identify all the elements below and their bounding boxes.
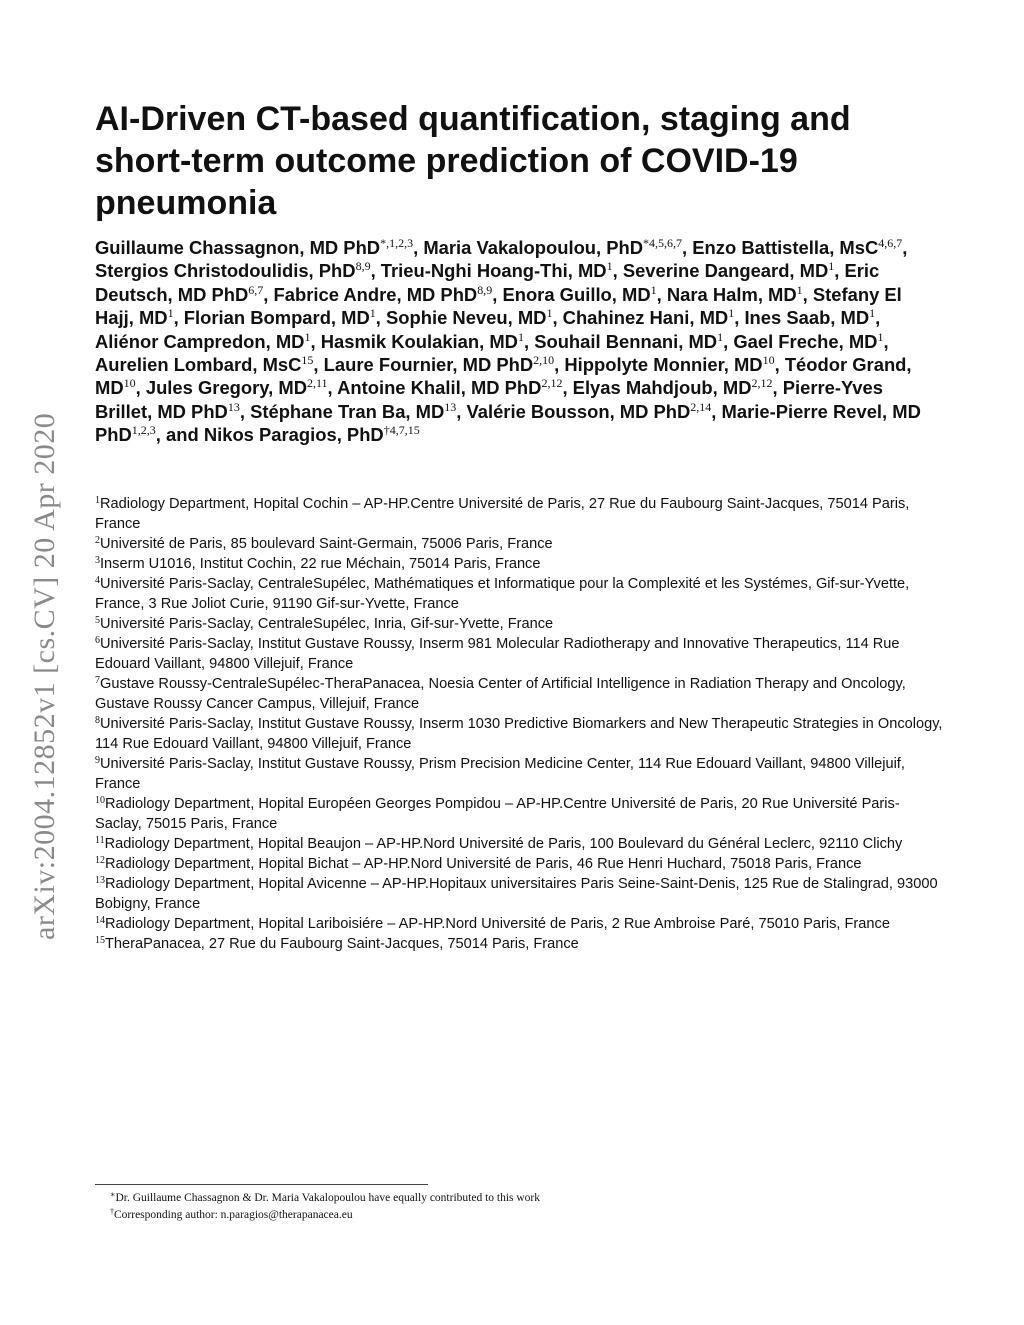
author	[423, 237, 682, 258]
affiliation-number: 2	[95, 535, 100, 546]
affiliation-number: 7	[95, 675, 100, 686]
author-affiliation-marks: 1	[167, 306, 174, 321]
affiliation	[95, 554, 945, 574]
author-affiliation-marks: 2,12	[751, 376, 773, 391]
author	[623, 260, 834, 281]
author-affiliation-marks: 10	[762, 353, 775, 368]
affiliation	[95, 574, 945, 614]
author-affiliation-marks: 1	[546, 306, 553, 321]
author-affiliation-marks: 1	[877, 329, 884, 344]
affiliation	[95, 714, 945, 754]
affiliation	[95, 494, 945, 534]
author-name: Fabrice Andre, MD PhD	[273, 283, 478, 305]
author-name: Chahinez Hani, MD	[562, 307, 729, 329]
footnote	[110, 1207, 910, 1224]
affiliation	[95, 534, 945, 554]
affiliation	[95, 614, 945, 634]
affiliation-number: 11	[95, 835, 105, 846]
author-name: Sophie Neveu, MD	[386, 307, 547, 329]
author-name: Jules Gregory, MD	[145, 377, 307, 399]
affiliation-text: Gustave Roussy-CentraleSupélec-TheraPanacea, Noesia Center of Artificial Intelligence in Radiation Therapy and Oncology, Gustave Roussy Cancer Campus, Villejuif, France	[95, 676, 906, 712]
author-name: Severine Dangeard, MD	[622, 260, 829, 282]
author	[95, 237, 413, 258]
author-name: Stefany El Hajj, MD	[95, 283, 902, 329]
affiliation	[95, 874, 945, 914]
author	[381, 260, 613, 281]
affiliation-text: Université Paris-Saclay, Institut Gustave Roussy, Prism Precision Medicine Center, 114 Rue Edouard Vaillant, 94800 Villejuif, France	[95, 756, 905, 792]
affiliation	[95, 854, 945, 874]
author-name: Hippolyte Monnier, MD	[564, 354, 763, 376]
author-affiliation-marks: 13	[444, 399, 457, 414]
affiliation-text: Radiology Department, Hopital Beaujon – AP-HP.Nord Université de Paris, 100 Boulevard du Général Leclerc, 92110 Clichy	[104, 836, 903, 852]
author-name: Aliénor Campredon, MD	[95, 330, 305, 352]
author-name: Stéphane Tran Ba, MD	[250, 400, 445, 422]
author-affiliation-marks: 1	[796, 282, 803, 297]
author-affiliation-marks: 6,7	[248, 282, 264, 297]
author	[337, 377, 562, 398]
affiliation-number: 5	[95, 615, 100, 626]
affiliation-number: 1	[95, 495, 100, 506]
author	[321, 331, 524, 352]
author-affiliation-marks: 2,11	[306, 376, 328, 391]
author	[744, 307, 875, 328]
affiliation-number: 4	[95, 575, 100, 586]
affiliation-number: 14	[95, 915, 105, 926]
affiliation-text: TheraPanacea, 27 Rue du Faubourg Saint-Jacques, 75014 Paris, France	[105, 936, 579, 952]
author-name: Laure Fournier, MD PhD	[323, 354, 534, 376]
author-affiliation-marks: 15	[301, 353, 314, 368]
affiliation-text: Radiology Department, Hopital Cochin – AP-HP.Centre Université de Paris, 27 Rue du Faubourg Saint-Jacques, 75014 Paris, France	[95, 496, 910, 532]
author-name: Souhail Bennani, MD	[534, 330, 718, 352]
author-affiliation-marks: 8,9	[355, 259, 371, 274]
author-affiliation-marks: 1	[369, 306, 376, 321]
author-affiliation-marks: *4,5,6,7	[643, 236, 683, 250]
author-affiliation-marks: 1,2,3	[131, 423, 156, 438]
author-affiliation-marks: 1	[606, 259, 613, 274]
affiliation-text: Radiology Department, Hopital Avicenne – AP-HP.Hopitaux universitaires Paris Seine-Saint-Denis, 125 Rue de Stalingrad, 93000 Bobigny, France	[95, 876, 938, 912]
affiliation-text: Université Paris-Saclay, Institut Gustave Roussy, Inserm 981 Molecular Radiotherapy and Innovative Therapeutics, 114 Rue Edouard Vaillant, 94800 Villejuif, France	[95, 636, 900, 672]
footnote-divider	[95, 1184, 428, 1185]
author	[250, 401, 456, 422]
author-affiliation-marks: †4,7,15	[383, 423, 420, 438]
author-affiliation-marks: 10	[123, 376, 136, 391]
author	[502, 284, 656, 305]
author-affiliation-marks: 1	[869, 306, 876, 321]
affiliation	[95, 794, 945, 834]
author-name: Valérie Bousson, MD PhD	[466, 400, 691, 422]
author	[564, 354, 774, 375]
author-affiliation-marks: 4,6,7	[878, 236, 903, 250]
author-name: Enzo Battistella, MsC	[692, 237, 879, 258]
affiliation-text: Université de Paris, 85 boulevard Saint-Germain, 75006 Paris, France	[100, 536, 553, 552]
author-name: Guillaume Chassagnon, MD PhD	[95, 237, 381, 258]
footnote-text: Dr. Guillaume Chassagnon & Dr. Maria Vakalopoulou have equally contributed to this work	[115, 1192, 541, 1204]
arxiv-identifier: arXiv:2004.12852v1 [cs.CV] 20 Apr 2020	[28, 412, 61, 940]
affiliation-text: Inserm U1016, Institut Cochin, 22 rue Méchain, 75014 Paris, France	[100, 556, 541, 572]
author-name: Maria Vakalopoulou, PhD	[423, 237, 644, 258]
footnote-mark: †	[110, 1207, 114, 1216]
author	[692, 237, 902, 258]
affiliation-number: 10	[95, 795, 105, 806]
affiliation-text: Radiology Department, Hopital Lariboisiére – AP-HP.Nord Université de Paris, 2 Rue Ambroise Paré, 75010 Paris, France	[105, 916, 890, 932]
affiliation-number: 6	[95, 635, 100, 646]
author	[95, 331, 310, 352]
affiliation-number: 13	[95, 875, 105, 886]
author-affiliation-marks: 1	[717, 329, 724, 344]
author-name: Antoine Khalil, MD PhD	[337, 377, 542, 399]
affiliation-number: 15	[95, 935, 105, 946]
affiliation-text: Université Paris-Saclay, CentraleSupélec, Inria, Gif-sur-Yvette, France	[100, 616, 554, 632]
affiliation-text: Université Paris-Saclay, CentraleSupélec, Mathématiques et Informatique pour la Complexité et les Systémes, Gif-sur-Yvette, France, 3 Rue Joliot Curie, 91190 Gif-sur-Yvette, France	[95, 576, 910, 612]
author-affiliation-marks: 1	[650, 282, 657, 297]
author-name: Aurelien Lombard, MsC	[95, 354, 302, 376]
author-affiliation-marks: 8,9	[477, 282, 493, 297]
author-list: Guillaume Chassagnon, MD PhD$^{*,1,2,3}$, Maria Vakalopoulou, PhD$^{*4,5,6,7}$, Enzo Battistella, MsC$^{4,6,7}$, Stergios Christodoulidis, PhD$^{8,9}$, Trieu-Nghi Hoang-Thi, $MD^1$, Severine Dangeard, $MD^1$, Eric Deutsch, MD PhD$^{6,7}$, Fabrice Andre, MD PhD$^{8,9}$, Enora Guillo, $MD^1$, Nara Halm, $MD^1$, Stefany El Hajj, $MD^1$, Florian Bompard, $MD^1$, Sophie Neveu, $MD^1$, Chahinez Hani, $MD^1$, Ines Saab, $MD^1$, Aliénor Campredon, $MD^1$, Hasmik Koulakian, $MD^1$, Souhail Bennani, $MD^1$, Gael Freche, $MD^1$, Aurelien Lombard, MsC$^{15}$, Laure Fournier, MD PhD$^{2,10}$, Hippolyte Monnier, MD$^{10}$, Téodor Grand, MD$^{10}$, Jules Gregory, MD$^{2,11}$, Antoine Khalil, MD PhD$^{2,12}$, Elyas Mahdjoub, MD$^{2,12}$, Pierre-Yves Brillet, MD PhD$^{13}$, Stéphane Tran Ba, MD$^{13}$, Valérie Bousson, MD PhD$^{2,14}$, Marie-Pierre Revel, MD PhD$^{1,2,3}$, and Nikos Paragios, PhD$^{\dagger 4,7,15}$	[95, 236, 921, 446]
affiliation	[95, 934, 945, 954]
footnote-mark: ∗	[110, 1190, 116, 1199]
affiliation-text: Radiology Department, Hopital Européen Georges Pompidou – AP-HP.Centre Université de Paris, 20 Rue Université Paris-Saclay, 75015 Paris, France	[95, 796, 900, 832]
author	[563, 307, 735, 328]
affiliation-text: Radiology Department, Hopital Bichat – AP-HP.Nord Université de Paris, 46 Rue Henri Huchard, 75018 Paris, France	[105, 856, 862, 872]
author-name: Nara Halm, MD	[666, 283, 797, 305]
author-name: Téodor Grand, MD	[95, 354, 912, 399]
author-name: Marie-Pierre Revel, MD PhD	[95, 400, 921, 446]
author	[95, 354, 313, 375]
author-name: Eric Deutsch, MD PhD	[95, 260, 880, 305]
paper-title: AI-Driven CT-based quantification, staging and short-term outcome prediction of COVID-19 pneumonia	[95, 100, 851, 222]
author	[733, 331, 883, 352]
footnote-text: Corresponding author: n.paragios@therapanacea.eu	[114, 1209, 353, 1221]
affiliation	[95, 634, 945, 674]
author-affiliation-marks: 13	[227, 399, 240, 414]
author	[274, 284, 493, 305]
affiliation-number: 3	[95, 555, 100, 566]
author-affiliation-marks: 1	[728, 306, 735, 321]
author	[466, 401, 711, 422]
author-name: Ines Saab, MD	[744, 307, 870, 329]
author-affiliation-marks: 2,14	[690, 399, 712, 414]
author	[667, 284, 803, 305]
author-name: Pierre-Yves Brillet, MD PhD	[95, 377, 883, 422]
author-affiliation-marks: 2,10	[533, 353, 555, 368]
author-name: Nikos Paragios, PhD	[203, 424, 384, 446]
author-name: Enora Guillo, MD	[502, 283, 651, 305]
affiliation-number: 12	[95, 855, 105, 866]
affiliation	[95, 834, 945, 854]
author	[146, 377, 328, 398]
author	[95, 260, 371, 281]
author	[204, 424, 420, 445]
author-affiliation-marks: 1	[304, 329, 311, 344]
footnote	[110, 1190, 910, 1207]
author-name: Gael Freche, MD	[733, 330, 878, 352]
affiliation	[95, 674, 945, 714]
author	[184, 307, 376, 328]
author-name: Stergios Christodoulidis, PhD	[95, 260, 356, 282]
affiliation-list	[95, 494, 945, 954]
author-affiliation-marks: 1	[517, 329, 524, 344]
affiliation	[95, 754, 945, 794]
footnote-list	[110, 1190, 910, 1224]
author-name: Trieu-Nghi Hoang-Thi, MD	[380, 260, 607, 282]
author-name: Florian Bompard, MD	[183, 307, 370, 329]
author-name: Hasmik Koulakian, MD	[320, 330, 518, 352]
affiliation	[95, 914, 945, 934]
author-affiliation-marks: 1	[828, 259, 835, 274]
author-name: Elyas Mahdjoub, MD	[572, 377, 752, 399]
author	[386, 307, 552, 328]
affiliation-text: Université Paris-Saclay, Institut Gustave Roussy, Inserm 1030 Predictive Biomarkers and New Therapeutic Strategies in Oncology, 114 Rue Edouard Vaillant, 94800 Villejuif, France	[95, 716, 943, 752]
affiliation-number: 9	[95, 755, 100, 766]
author	[324, 354, 554, 375]
author	[573, 377, 773, 398]
affiliation-number: 8	[95, 715, 100, 726]
author	[534, 331, 723, 352]
author-affiliation-marks: *,1,2,3	[380, 236, 414, 250]
author-affiliation-marks: 2,12	[541, 376, 563, 391]
